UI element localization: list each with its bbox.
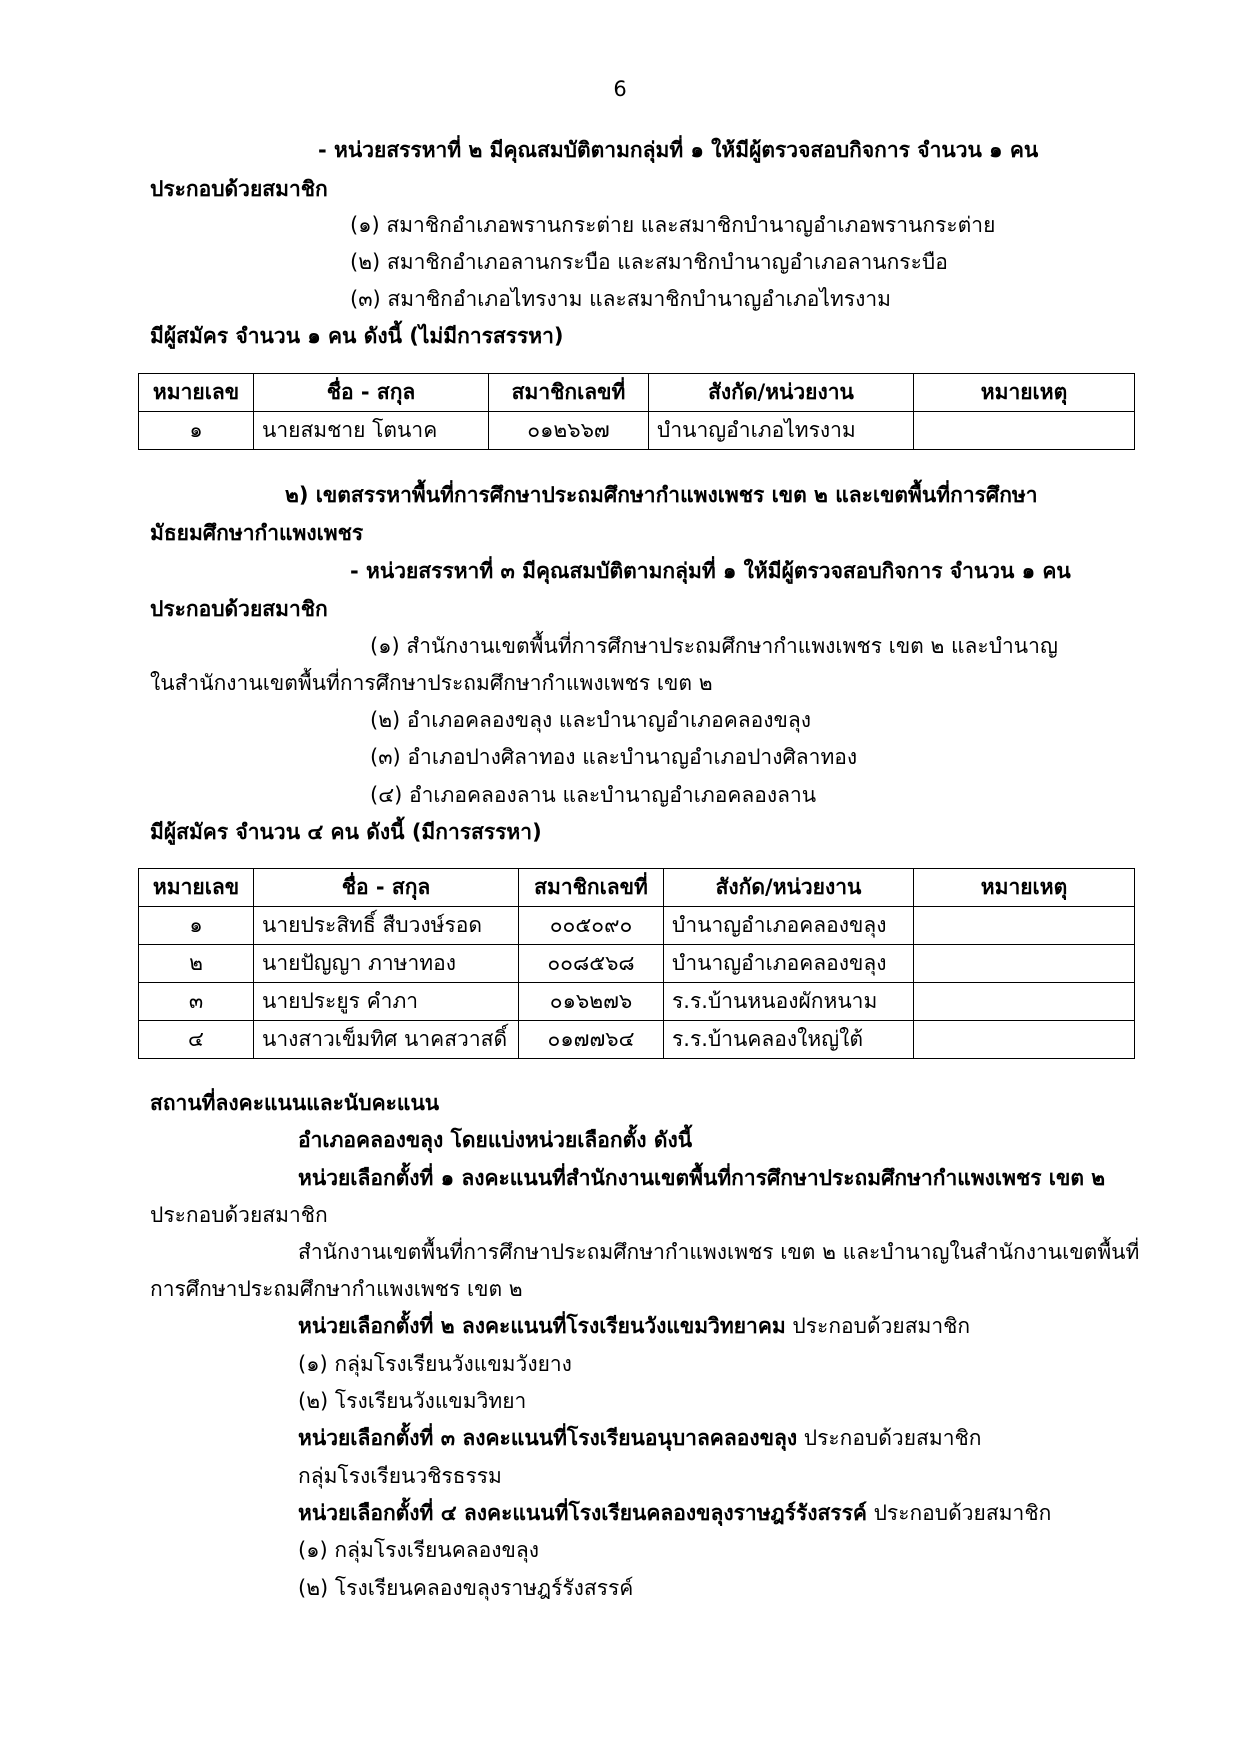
- cell-unit: บำนาญอำเภอคลองขลุง: [664, 945, 914, 983]
- unit2-item: (๒) สมาชิกอำเภอลานกระบือ และสมาชิกบำนาญอำเภอลานกระบือ: [350, 250, 948, 274]
- cell-number: ๓: [139, 983, 254, 1021]
- section2-heading: ๒) เขตสรรหาพื้นที่การศึกษาประถมศึกษากำแพงเพชร เขต ๒ และเขตพื้นที่การศึกษา: [285, 483, 1038, 507]
- voting-unit4-item: (๑) กลุ่มโรงเรียนคลองขลุง: [298, 1538, 540, 1562]
- header-number: หมายเลข: [139, 374, 254, 412]
- voting-unit4-line: [298, 1498, 1051, 1528]
- applicants-table-2: [138, 868, 1135, 1059]
- cell-member-id: ๐๐๘๕๖๘: [519, 945, 664, 983]
- unit2-consists: ประกอบด้วยสมาชิก: [150, 177, 328, 201]
- table-header-row: [139, 374, 1135, 412]
- cell-name: นายประยูร คำภา: [254, 983, 519, 1021]
- voting-unit2-title: หน่วยเลือกตั้งที่ ๒ ลงคะแนนที่โรงเรียนวังแขมวิทยาคม: [298, 1314, 786, 1338]
- header-unit: สังกัด/หน่วยงาน: [649, 374, 914, 412]
- cell-note: [914, 983, 1135, 1021]
- voting-unit2-tail: ประกอบด้วยสมาชิก: [785, 1314, 971, 1338]
- voting-title: สถานที่ลงคะแนนและนับคะแนน: [150, 1091, 440, 1115]
- cell-member-id: ๐๐๕๐๙๐: [519, 907, 664, 945]
- unit2-applicants: มีผู้สมัคร จำนวน ๑ คน ดังนี้ (ไม่มีการสรรหา): [150, 324, 564, 348]
- cell-name: นายปัญญา ภาษาทอง: [254, 945, 519, 983]
- cell-unit: บำนาญอำเภอไทรงาม: [649, 412, 914, 450]
- voting-unit1-desc-cont: การศึกษาประถมศึกษากำแพงเพชร เขต ๒: [150, 1277, 523, 1301]
- voting-unit2-item: (๑) กลุ่มโรงเรียนวังแขมวังยาง: [298, 1352, 572, 1376]
- section2-heading-cont: มัธยมศึกษากำแพงเพชร: [150, 521, 364, 545]
- cell-note: [914, 907, 1135, 945]
- unit2-heading: - หน่วยสรรหาที่ ๒ มีคุณสมบัติตามกลุ่มที่ ๑ ให้มีผู้ตรวจสอบกิจการ จำนวน ๑ คน: [318, 138, 1039, 162]
- voting-unit1-consists: ประกอบด้วยสมาชิก: [150, 1203, 328, 1227]
- voting-unit4-item: (๒) โรงเรียนคลองขลุงราษฎร์รังสรรค์: [298, 1576, 634, 1600]
- cell-note: [914, 1021, 1135, 1059]
- table-row: [139, 907, 1135, 945]
- cell-unit: ร.ร.บ้านหนองผักหนาม: [664, 983, 914, 1021]
- voting-unit4-tail: ประกอบด้วยสมาชิก: [866, 1501, 1052, 1525]
- cell-number: ๔: [139, 1021, 254, 1059]
- header-name: ชื่อ - สกุล: [254, 374, 489, 412]
- unit2-item: (๑) สมาชิกอำเภอพรานกระต่าย และสมาชิกบำนาญอำเภอพรานกระต่าย: [350, 213, 996, 237]
- unit3-item: (๓) อำเภอปางศิลาทอง และบำนาญอำเภอปางศิลาทอง: [370, 745, 858, 769]
- cell-name: นางสาวเข็มทิศ นาคสวาสดิ์: [254, 1021, 519, 1059]
- cell-unit: ร.ร.บ้านคลองใหญ่ใต้: [664, 1021, 914, 1059]
- voting-unit1-title: หน่วยเลือกตั้งที่ ๑ ลงคะแนนที่สำนักงานเขตพื้นที่การศึกษาประถมศึกษากำแพงเพชร เขต ๒: [298, 1166, 1106, 1190]
- voting-unit3-title: หน่วยเลือกตั้งที่ ๓ ลงคะแนนที่โรงเรียนอนุบาลคลองขลุง: [298, 1426, 798, 1450]
- cell-note: [914, 945, 1135, 983]
- voting-unit1-desc: สำนักงานเขตพื้นที่การศึกษาประถมศึกษากำแพงเพชร เขต ๒ และบำนาญในสำนักงานเขตพื้นที่: [298, 1240, 1140, 1264]
- table-row: [139, 945, 1135, 983]
- unit2-item: (๓) สมาชิกอำเภอไทรงาม และสมาชิกบำนาญอำเภอไทรงาม: [350, 287, 891, 311]
- unit3-applicants: มีผู้สมัคร จำนวน ๔ คน ดังนี้ (มีการสรรหา): [150, 820, 542, 844]
- unit3-item: (๒) อำเภอคลองขลุง และบำนาญอำเภอคลองขลุง: [370, 708, 812, 732]
- voting-unit3-tail: ประกอบด้วยสมาชิก: [797, 1426, 982, 1450]
- voting-unit4-title: หน่วยเลือกตั้งที่ ๔ ลงคะแนนที่โรงเรียนคลองขลุงราษฎร์รังสรรค์: [298, 1501, 867, 1525]
- table-header-row: [139, 869, 1135, 907]
- page-number: 6: [613, 77, 627, 101]
- cell-unit: บำนาญอำเภอคลองขลุง: [664, 907, 914, 945]
- header-name: ชื่อ - สกุล: [254, 869, 519, 907]
- cell-member-id: ๐๑๒๖๖๗: [489, 412, 649, 450]
- header-member-id: สมาชิกเลขที่: [519, 869, 664, 907]
- unit3-item: (๔) อำเภอคลองลาน และบำนาญอำเภอคลองลาน: [370, 783, 817, 807]
- unit3-heading: - หน่วยสรรหาที่ ๓ มีคุณสมบัติตามกลุ่มที่ ๑ ให้มีผู้ตรวจสอบกิจการ จำนวน ๑ คน: [350, 559, 1071, 583]
- table-row: [139, 1021, 1135, 1059]
- voting-unit2-line: [298, 1311, 970, 1341]
- table-row: [139, 983, 1135, 1021]
- cell-member-id: ๐๑๗๗๖๔: [519, 1021, 664, 1059]
- header-note: หมายเหตุ: [914, 374, 1135, 412]
- header-unit: สังกัด/หน่วยงาน: [664, 869, 914, 907]
- applicants-table-1: [138, 373, 1135, 450]
- table-row: [139, 412, 1135, 450]
- unit3-item: (๑) สำนักงานเขตพื้นที่การศึกษาประถมศึกษากำแพงเพชร เขต ๒ และบำนาญ: [370, 634, 1058, 658]
- unit3-consists: ประกอบด้วยสมาชิก: [150, 597, 328, 621]
- header-member-id: สมาชิกเลขที่: [489, 374, 649, 412]
- header-number: หมายเลข: [139, 869, 254, 907]
- voting-unit3-item: กลุ่มโรงเรียนวชิรธรรม: [298, 1464, 502, 1488]
- voting-unit3-line: [298, 1423, 981, 1453]
- voting-district: อำเภอคลองขลุง โดยแบ่งหน่วยเลือกตั้ง ดังนี้: [298, 1128, 693, 1152]
- cell-name: นายประสิทธิ์ สืบวงษ์รอด: [254, 907, 519, 945]
- cell-name: นายสมชาย โตนาค: [254, 412, 489, 450]
- cell-number: ๒: [139, 945, 254, 983]
- cell-member-id: ๐๑๖๒๗๖: [519, 983, 664, 1021]
- cell-number: ๑: [139, 412, 254, 450]
- header-note: หมายเหตุ: [914, 869, 1135, 907]
- cell-number: ๑: [139, 907, 254, 945]
- cell-note: [914, 412, 1135, 450]
- voting-unit2-item: (๒) โรงเรียนวังแขมวิทยา: [298, 1389, 527, 1413]
- unit3-item-cont: ในสำนักงานเขตพื้นที่การศึกษาประถมศึกษากำแพงเพชร เขต ๒: [150, 671, 713, 695]
